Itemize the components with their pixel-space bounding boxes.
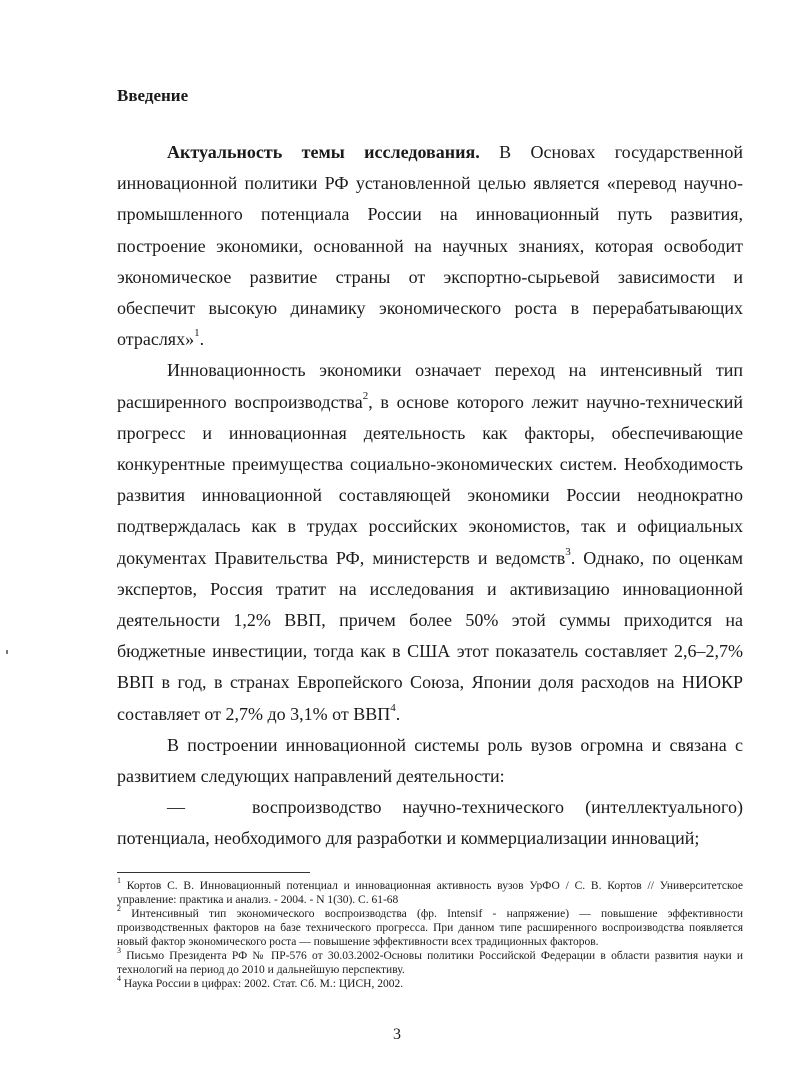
footnotes xyxy=(117,876,744,991)
footnote-ref-2[interactable]: 2 xyxy=(362,389,369,402)
list-item-first-line xyxy=(117,792,743,823)
paragraph-end: . xyxy=(199,329,205,350)
list-dash: — xyxy=(167,797,185,818)
footnote-text: Кортов С. В. Инновационный потенциал и инновационная активность вузов УрФО / С. В. Кортов // Университетское управление: практика и анализ. - 2004. - N 1(30). С. 61-68 xyxy=(117,880,744,906)
footnote-number: 1 xyxy=(117,876,121,886)
footnote-text: Наука России в цифрах: 2002. Стат. Сб. М.: ЦИСН, 2002. xyxy=(123,978,404,990)
footnote-text: Письмо Президента РФ № ПР-576 от 30.03.2002-Основы политики Российской Федерации в области развития науки и технологий на период до 2010 и дальнейшую перспективу. xyxy=(117,950,743,976)
scan-margin-mark xyxy=(6,650,8,654)
footnote-number: 2 xyxy=(117,904,121,914)
paragraph-text: В Основах государственной инновационной политики РФ установленной целью является «перевод научно-промышленного потенциала России на инновационный путь развития, построение экономики, основанной на научных знаниях, которая освободит экономическое развитие страны от экспортно-сырьевой зависимости и обеспечит высокую динамику экономического роста в перерабатывающих отраслях» xyxy=(117,142,744,350)
paragraph-text: , в основе которого лежит научно-технический прогресс и инновационная деятельность как факторы, обеспечивающие конкурентные преимущества социально-экономических систем. Необходимость развития инновационной составляющей экономики России неоднократно подтверждалась как в трудах российских экономистов, так и официальных документах Правительства РФ, министерств и ведомств xyxy=(117,391,743,568)
list-word: воспроизводство xyxy=(252,797,382,818)
paragraph-relevance xyxy=(117,137,743,355)
paragraph-universities: В построении инновационной системы роль вузов огромна и связана с развитием следующих направлений деятельности: xyxy=(117,734,743,787)
list-item-continuation: потенциала, необходимого для разработки и коммерциализации инноваций; xyxy=(117,828,700,849)
paragraph-text: . Однако, по оценкам экспертов, Россия тратит на исследования и активизацию инновационной деятельности 1,2% ВВП, причем более 50% этой суммы приходится на бюджетные инвестиции, тогда как в США этот показатель составляет 2,6–2,7% ВВП в год, в странах Европейского Союза, Японии доля расходов на НИОКР составляет от 2,7% до 3,1% от ВВП xyxy=(117,547,743,724)
paragraph-end: . xyxy=(395,703,401,724)
footnote-number: 3 xyxy=(117,946,121,956)
footnote-ref-1[interactable]: 1 xyxy=(194,327,200,340)
footnote-ref-3[interactable]: 3 xyxy=(565,545,571,558)
list-item xyxy=(117,792,743,854)
list-word: (интеллектуального) xyxy=(585,797,743,818)
paragraph-lead: Актуальность темы исследования. xyxy=(167,142,480,162)
footnote-divider xyxy=(117,872,310,873)
footnote-3 xyxy=(117,946,743,977)
footnote-text: Интенсивный тип экономического воспроизводства (фр. Intensif - напряжение) — повышение эффективности производственных факторов на базе технического прогресса. При данном типе расширенного воспроизводства появляется новый фактор экономического роста — повышение эффективности всех традиционных факторов. xyxy=(117,908,743,948)
footnote-2 xyxy=(117,904,743,949)
paragraph-text: Инновационность экономики означает переход на интенсивный тип расширенного воспроизводства xyxy=(117,360,743,412)
section-heading: Введение xyxy=(117,86,189,105)
main-text xyxy=(117,137,743,855)
footnote-4 xyxy=(117,974,743,991)
list-word: научно-технического xyxy=(402,797,565,818)
footnote-1 xyxy=(117,876,744,907)
page-number: 3 xyxy=(393,1026,401,1043)
paragraph-innovation xyxy=(117,355,743,729)
footnote-number: 4 xyxy=(117,974,121,984)
footnote-ref-4[interactable]: 4 xyxy=(390,701,396,714)
